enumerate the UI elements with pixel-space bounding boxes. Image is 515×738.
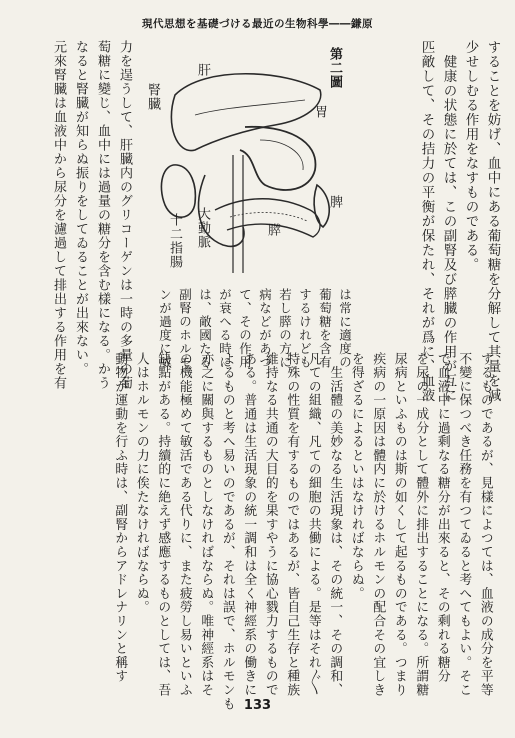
text-column: 凡ての組織、凡ての細胞の共働による。是等はそれ〴〵 [305,352,321,696]
label-spleen: 脾 [327,195,342,209]
text-column: 少せしむる作用をなすものである。 [462,40,479,272]
text-column: 動物が運動を行ふ時は、副腎からアドレナリンと稱す [112,352,128,684]
text-column: なると腎臓が知らぬ振りをしてゐることが出來ない。 [73,40,88,376]
text-column: は常に適度の [337,288,353,369]
label-duodenum: 十二指腸 [167,213,182,269]
text-column: は、敵國たる [197,288,213,369]
text-column: するけれども [297,288,313,369]
text-column: が衰へる時に [217,288,233,369]
label-pancreas: 膵 [265,223,280,237]
text-column: ある。普通は生活現象の統一調和は全く神經系の働きに [241,352,257,697]
text-column: 特殊の性質を有するものではあるが、皆自己生存と種族 [284,352,300,697]
running-header: 現代思想を基礎づける最近の生物科學――鎌原 [142,18,373,30]
text-column: 不變に保つべき任務を有つてゐると考へてもよい。そこ [456,352,472,697]
text-column: で血液中に過剩なる糖分が出來ると、その剩れる糖分 [434,352,450,684]
text-column: するものであるが、見樣によつては、血液の成分を平等 [477,352,493,697]
text-column: 萄糖に變じ、血中には過量の糖分を含む樣になる。かう [95,40,110,390]
text-column: 若し膵の方に [277,288,293,369]
text-column: を得ざるによるといはなければならぬ。 [348,352,364,601]
text-column: 疾病の一原因は體内に於けるホルモンの配合その宜しき [370,352,386,697]
text-column: よるものと考へ易いのであるが、それは誤で、ホルモンも [219,352,235,711]
figure-title: 第二圖 [327,47,342,89]
label-kidney: 腎臓 [145,83,160,111]
text-column: 副腎のホルモ [177,288,193,369]
label-stomach: 胃 [312,105,327,119]
text-column: 元來腎臓は血液中から尿分を濾過して排出する作用を有 [51,40,66,390]
text-column: 亦之に關與するものとしなければならぬ。唯神經系はそ [198,352,214,697]
text-column: 力を逞うして、肝臓内のグリコーゲンは一時の多量の葡 [117,40,132,390]
label-aorta: 大動脈 [195,207,210,249]
text-column: て、その作用 [237,288,253,369]
text-column: 匹敵して、その拮力の平衡が保たれ、それが爲に、血液 [418,40,435,403]
kidney-shape [161,165,195,217]
aorta-shape [233,155,243,273]
text-column: 尿病といふものは斯の如くして起るものである。つまり [391,352,407,697]
text-column: 維持なる共通の大目的を果すやうに協心戮力するもので [262,352,278,697]
text-column: 人はホルモンの力に俟たなければならぬ。 [133,352,149,615]
page-number: 133 [243,698,272,713]
text-column: することを妨げ、血中にある葡萄糖を分解して其量を減 [484,40,501,403]
text-column: の機能極めて敏活である代りに、また疲勞し易いといふ [176,352,192,697]
anatomy-figure [135,45,340,275]
text-column: 病などがあつ [257,288,273,369]
text-column: を尿の一成分として體外に排出することになる。所謂糖 [413,352,429,697]
text-column: ンが過度に威 [157,288,173,369]
text-column: 缺點がある。持續的に絶えず感應するものとしては、吾 [155,352,171,697]
liver-shape [171,74,320,151]
text-column: 健康の状態に於ては、この副腎及び膵臓の作用が互に [440,40,457,403]
text-column: 生活體の美妙なる生活現象は、その統一、その調和、 [327,352,343,697]
text-column: 葡萄糖を含有 [317,288,333,369]
stomach-shape [240,127,315,190]
label-liver: 肝 [195,63,210,77]
